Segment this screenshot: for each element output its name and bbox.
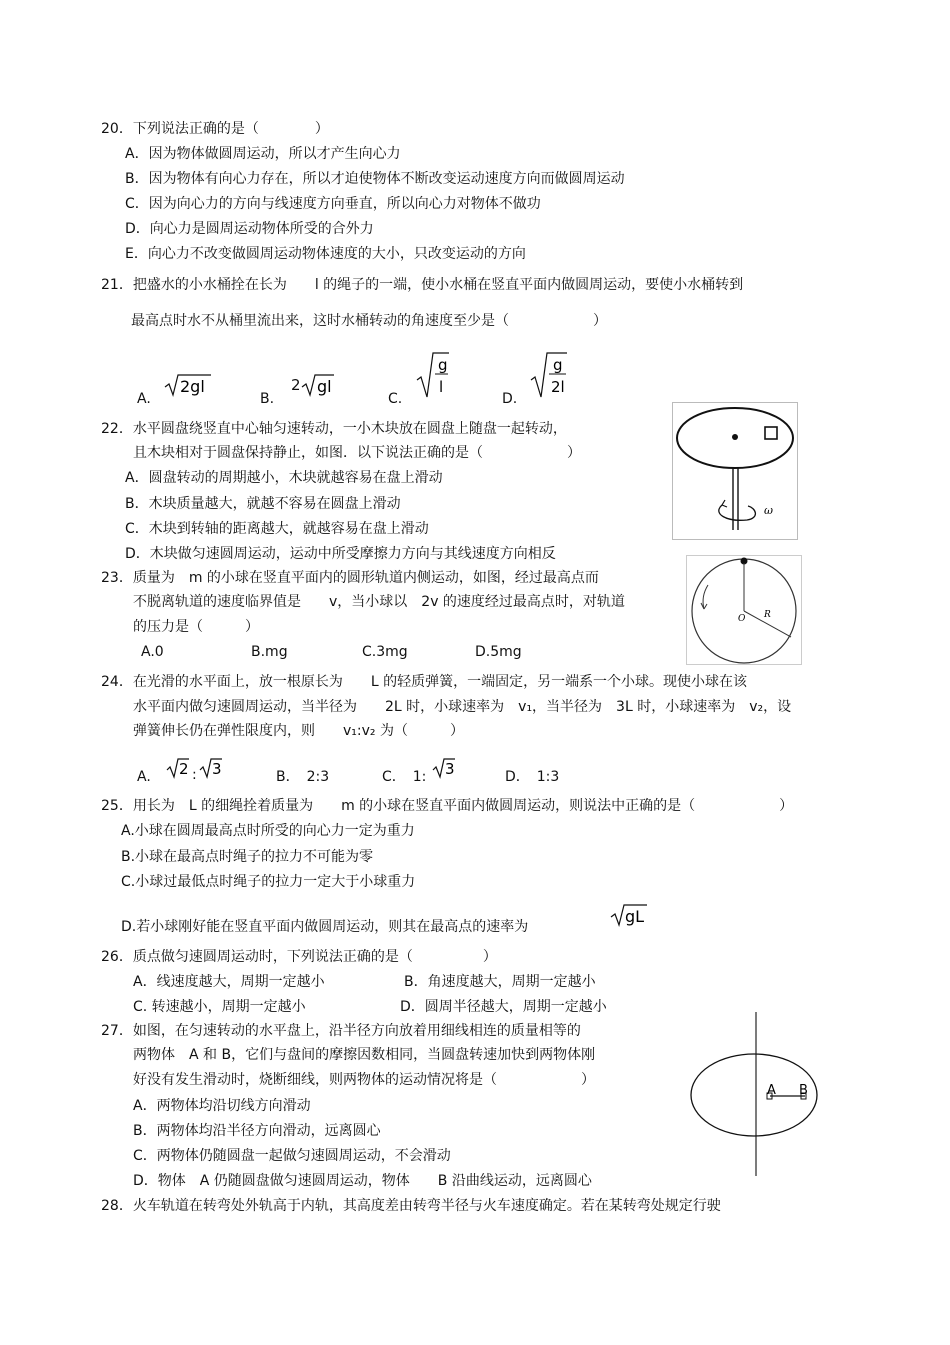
- center-label: O: [738, 614, 746, 624]
- q23-stem-line2: 不脱离轨道的速度临界值是 v，当小球以 2v 的速度经过最高点时，对轨道: [133, 594, 625, 610]
- q24-option-a-sep: :: [192, 767, 197, 783]
- q26-option-b: B．角速度越大，周期一定越小: [404, 974, 596, 990]
- q26-stem: 26．质点做匀速圆周运动时，下列说法正确的是（ ）: [101, 949, 497, 965]
- q23-stem-line3: 的压力是（ ）: [133, 619, 259, 635]
- q24-stem-line1: 24．在光滑的水平面上，放一根原长为 L 的轻质弹簧，一端固定，另一端系一个小球。现使小球在该: [101, 674, 748, 690]
- q24-option-d: D． 1:3: [505, 769, 560, 785]
- q22-option-c: C．木块到转轴的距离越大，就越容易在盘上滑动: [125, 521, 429, 537]
- q27-option-b: B．两物体均沿半径方向滑动，远离圆心: [133, 1123, 381, 1139]
- q21-stem-line2: 最高点时水不从桶里流出来，这时水桶转动的角速度至少是（ ）: [131, 313, 607, 329]
- block-a-label: A: [767, 1083, 776, 1098]
- q27-stem-line1: 27．如图，在匀速转动的水平盘上，沿半径方向放着用细线相连的质量相等的: [101, 1023, 581, 1039]
- q23-stem-line1: 23．质量为 m 的小球在竖直平面内的圆形轨道内侧运动，如图，经过最高点而: [101, 570, 599, 586]
- q25-option-c: C.小球过最低点时绳子的拉力一定大于小球重力: [121, 874, 416, 890]
- q21-option-b-coef: 2: [291, 376, 301, 394]
- q21-option-b-label: B.: [260, 391, 275, 407]
- q25-option-d: D.若小球刚好能在竖直平面内做圆周运动，则其在最高点的速率为: [121, 919, 529, 935]
- q22-option-d: D．木块做匀速圆周运动，运动中所受摩擦力方向与其线速度方向相反: [125, 546, 556, 562]
- block-b-label: B: [799, 1083, 808, 1098]
- q24-option-a-sqrt3: [198, 756, 224, 780]
- q24-stem-line2: 水平面内做匀速圆周运动，当半径为 2L 时，小球速率为 v₁，当半径为 3L 时，小球速率为 v₂，设: [133, 699, 792, 715]
- omega-label: ω: [764, 504, 773, 517]
- q26-option-c: C. 转速越小，周期一定越小: [133, 999, 306, 1015]
- q21-option-d-label: D.: [502, 391, 518, 407]
- q24-option-a-sqrt2: [165, 756, 191, 780]
- disc-center-dot: [732, 434, 738, 440]
- q22-option-b: B．木块质量越大，就越不容易在圆盘上滑动: [125, 496, 401, 512]
- svg-text:3: 3: [445, 760, 455, 778]
- q21-option-b-sqrt: [300, 372, 336, 398]
- svg-text:gL: gL: [625, 907, 645, 926]
- q20-stem: 20．下列说法正确的是（ ）: [101, 121, 329, 137]
- q27-figure-disc-two-blocks: [688, 1012, 824, 1178]
- q21-stem-line1: 21．把盛水的小水桶拴在长为 l 的绳子的一端，使小水桶在竖直平面内做圆周运动，要使小水桶转到: [101, 277, 744, 293]
- q23-option-d: D.5mg: [475, 644, 522, 660]
- q27-option-d: D．物体 A 仍随圆盘做匀速圆周运动，物体 B 沿曲线运动，远离圆心: [133, 1173, 592, 1189]
- radius-label: R: [764, 610, 771, 620]
- wood-block: [765, 427, 777, 439]
- q23-option-c: C.3mg: [362, 644, 408, 660]
- q25-option-d-sqrt: [609, 902, 649, 928]
- svg-text:2: 2: [179, 760, 189, 778]
- q23-option-a: A.0: [141, 644, 164, 660]
- q24-option-b: B． 2:3: [276, 769, 330, 785]
- q27-option-a: A．两物体均沿切线方向滑动: [133, 1098, 311, 1114]
- q21-option-c-sqrt-frac: [415, 350, 451, 400]
- q24-option-c-sqrt3: [431, 756, 457, 780]
- q27-stem-line3: 好没有发生滑动时，烧断细线，则两物体的运动情况将是（ ）: [133, 1072, 595, 1088]
- q25-option-a: A.小球在圆周最高点时所受的向心力一定为重力: [121, 823, 415, 839]
- q27-stem-line2: 两物体 A 和 B，它们与盘间的摩擦因数相同，当圆盘转速加快到两物体刚: [133, 1047, 596, 1063]
- rotation-arrow: [719, 505, 756, 520]
- q22-option-a: A．圆盘转动的周期越小，木块就越容易在盘上滑动: [125, 470, 443, 486]
- q26-option-d: D．圆周半径越大，周期一定越小: [400, 999, 607, 1015]
- q20-option-a: A．因为物体做圆周运动，所以才产生向心力: [125, 146, 401, 162]
- q22-figure-rotating-disc: [672, 402, 798, 540]
- q22-stem-line1: 22．水平圆盘绕竖直中心轴匀速转动，一小木块放在圆盘上随盘一起转动，: [101, 421, 567, 437]
- q20-option-d: D．向心力是圆周运动物体所受的合外力: [125, 221, 374, 237]
- q20-option-b: B．因为物体有向心力存在，所以才迫使物体不断改变运动速度方向而做圆周运动: [125, 171, 625, 187]
- svg-text:gl: gl: [317, 377, 332, 396]
- q22-stem-line2: 且木块相对于圆盘保持静止，如图．以下说法正确的是（ ）: [133, 445, 581, 461]
- q27-option-c: C．两物体仍随圆盘一起做匀速圆周运动，不会滑动: [133, 1148, 451, 1164]
- q21-option-a-label: A.: [137, 391, 151, 407]
- svg-text:2l: 2l: [551, 378, 565, 396]
- svg-text:g: g: [438, 356, 448, 374]
- q24-option-c-label: C． 1:: [382, 769, 427, 785]
- svg-text:l: l: [439, 378, 444, 396]
- q28-stem: 28．火车轨道在转弯处外轨高于内轨，其高度差由转弯半径与火车速度确定。若在某转弯处规定行驶: [101, 1198, 721, 1214]
- q20-option-e: E．向心力不改变做圆周运动物体速度的大小，只改变运动的方向: [125, 246, 526, 262]
- q21-option-a-sqrt: [163, 372, 213, 398]
- q25-option-b: B.小球在最高点时绳子的拉力不可能为零: [121, 849, 374, 865]
- svg-text:2gl: 2gl: [180, 377, 205, 396]
- q24-stem-line3: 弹簧伸长仍在弹性限度内，则 v₁:v₂ 为（ ）: [133, 723, 464, 739]
- q25-stem: 25．用长为 L 的细绳拴着质量为 m 的小球在竖直平面内做圆周运动，则说法中正确的是（ ）: [101, 798, 794, 814]
- q20-option-c: C．因为向心力的方向与线速度方向垂直，所以向心力对物体不做功: [125, 196, 541, 212]
- q21-option-d-sqrt-frac: [529, 350, 569, 400]
- svg-text:g: g: [553, 356, 563, 374]
- q21-option-c-label: C.: [388, 391, 403, 407]
- q23-option-b: B.mg: [251, 644, 288, 660]
- svg-text:3: 3: [212, 760, 222, 778]
- q26-option-a: A．线速度越大，周期一定越小: [133, 974, 325, 990]
- q23-figure-circular-track: [686, 555, 802, 665]
- q24-option-a-label: A.: [137, 769, 151, 785]
